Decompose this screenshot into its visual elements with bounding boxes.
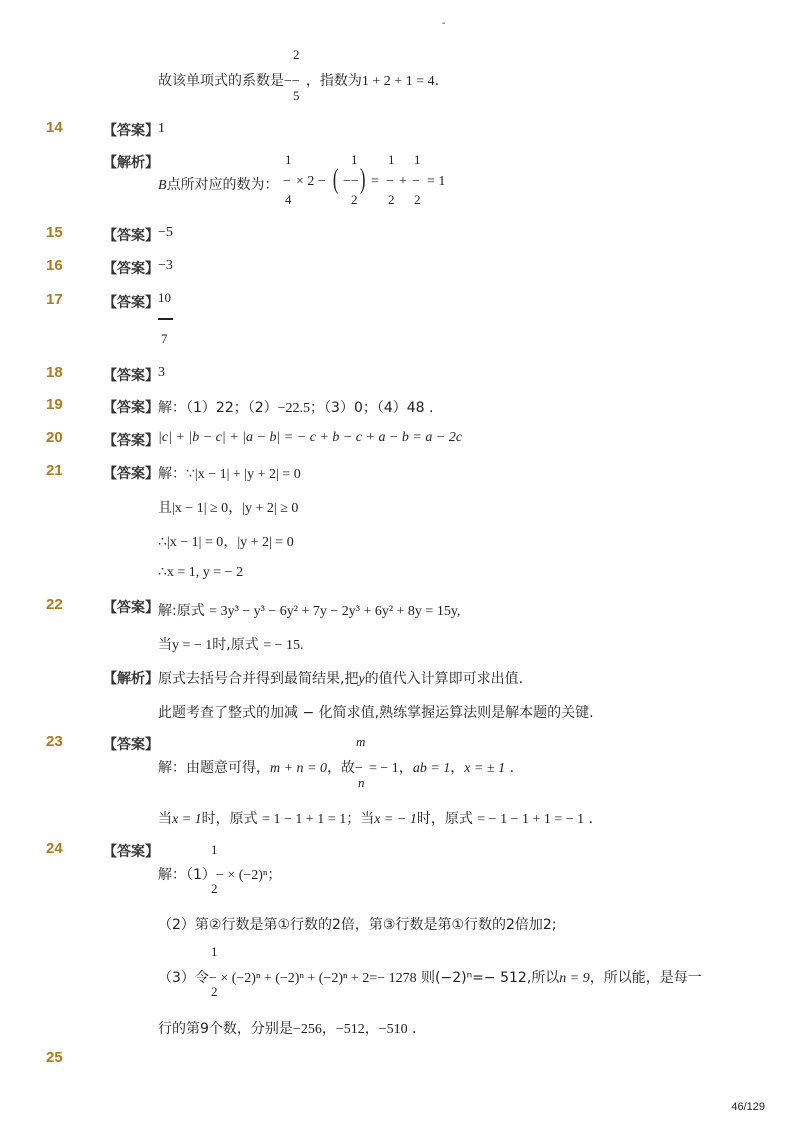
- q22-line2: 当y = − 1时,原式 = − 15.: [158, 637, 304, 653]
- q14-eq: =: [371, 174, 379, 189]
- q22-line1: 解:原式 = 3y³ − y³ − 6y² + 7y − 2y³ + 6y² + 8y = 15y,: [158, 603, 461, 619]
- q21-line2: 且|x − 1| ≥ 0，|y + 2| ≥ 0: [158, 500, 299, 516]
- q17-tag: 【答案】: [103, 295, 159, 311]
- q16-number: 16: [46, 257, 63, 274]
- q17-frac-num: 10: [158, 290, 171, 305]
- q24-f3-den: 2: [211, 984, 218, 999]
- q16-answer: −3: [158, 258, 173, 273]
- q14-analysis-line: [158, 174, 279, 194]
- q20-number: 20: [46, 429, 63, 446]
- q19-tag: 【答案】: [103, 400, 159, 416]
- q19-part1: 解：（1）22；（2）: [158, 400, 278, 416]
- q17-frac-den: 7: [161, 331, 168, 346]
- intro-line: 故该单项式的系数是−− ，指数为1 + 2 + 1 = 4.: [158, 73, 440, 89]
- q16-tag: 【答案】: [103, 261, 159, 277]
- q24-f3-num: 1: [211, 944, 218, 959]
- q23-line1: 解：由题意可得，m + n = 0，故− = − 1，ab = 1，x = ± 1 .: [158, 760, 515, 776]
- q23-tag: 【答案】: [103, 737, 159, 753]
- q18-answer: 3: [158, 365, 165, 380]
- q23-number: 23: [46, 733, 63, 750]
- q15-answer: −5: [158, 225, 173, 240]
- q17-frac-bar: [158, 318, 173, 320]
- q14-point: B: [158, 178, 167, 193]
- q23-frac-den: n: [358, 775, 365, 790]
- q24-f-num: 1: [211, 842, 218, 857]
- q19-part3: ；（3）0；（4）48 .: [310, 400, 434, 416]
- q14-answer-tag: 【答案】: [103, 123, 159, 139]
- q18-number: 18: [46, 364, 63, 381]
- q22-analysis2: 此题考查了整式的加减 − 化简求值,熟练掌握运算法则是解本题的关键.: [158, 705, 594, 721]
- q14-f2-den: 2: [351, 192, 358, 207]
- q14-number: 14: [46, 119, 63, 136]
- q14-times: × 2 −: [296, 174, 326, 189]
- q15-number: 15: [46, 224, 63, 241]
- header-mark: -: [442, 18, 446, 29]
- q20-expr: |c| + |b − c| + |a − b| = − c + b − c + a − b = a − 2c: [158, 430, 463, 445]
- q21-number: 21: [46, 462, 63, 479]
- intro-frac-den: 5: [293, 88, 300, 103]
- q24-line4: 行的第9个数，分别是−256，−512，−510 .: [158, 1021, 417, 1037]
- q24-line1: 解：（1）− × (−2)ⁿ；: [158, 867, 282, 883]
- q15-tag: 【答案】: [103, 228, 159, 244]
- q14-result: = 1: [427, 174, 446, 189]
- q22-number: 22: [46, 596, 63, 613]
- q17-number: 17: [46, 291, 63, 308]
- q14-text: 点所对应的数为：: [166, 177, 279, 193]
- q14-answer: 1: [158, 121, 165, 136]
- q19-part2: −22.5: [277, 401, 311, 416]
- q22-analysis-tag: 【解析】: [103, 671, 159, 687]
- q22-analysis1: 原式去括号合并得到最简结果,把y的值代入计算即可求出值.: [158, 671, 524, 687]
- q14-f2-num: 1: [351, 152, 358, 167]
- q14-analysis-tag: 【解析】: [103, 155, 159, 171]
- q21-line4: ∴x = 1, y = − 2: [158, 565, 244, 580]
- q14-f4-num: 1: [414, 152, 421, 167]
- intro-frac-num: 2: [293, 47, 300, 62]
- q20-tag: 【答案】: [103, 433, 159, 449]
- q21-line3: ∴|x − 1| = 0，|y + 2| = 0: [158, 534, 294, 550]
- intro-text-prefix: 故该单项式的系数是: [158, 73, 284, 89]
- q25-number: 25: [46, 1049, 63, 1066]
- q24-tag: 【答案】: [103, 844, 159, 860]
- intro-end: .: [434, 73, 440, 89]
- q14-f4-den: 2: [414, 192, 421, 207]
- q22-tag: 【答案】: [103, 600, 159, 616]
- page-number: 46/129: [731, 1101, 765, 1113]
- q18-tag: 【答案】: [103, 368, 159, 384]
- q23-line2: 当x = 1时，原式 = 1 − 1 + 1 = 1；当x = − 1时，原式 = − 1 − 1 + 1 = − 1 .: [158, 811, 594, 827]
- q14-plus: +: [399, 174, 407, 189]
- q19-number: 19: [46, 396, 63, 413]
- q19-line: [158, 397, 433, 417]
- q14-f1-num: 1: [285, 152, 292, 167]
- q14-f1-den: 4: [285, 192, 292, 207]
- q23-frac-num: m: [356, 734, 366, 749]
- q14-f3-num: 1: [388, 152, 395, 167]
- q21-line1: 解：∵|x − 1| + |y + 2| = 0: [158, 466, 301, 482]
- intro-text-mid: ，指数为: [305, 73, 362, 89]
- q21-tag: 【答案】: [103, 466, 159, 482]
- q24-line2: （2）第②行数是第①行数的2倍，第③行数是第①行数的2倍加2;: [158, 917, 557, 933]
- intro-expr: 1 + 2 + 1 = 4: [361, 74, 435, 89]
- q24-line3: （3）令− × (−2)ⁿ + (−2)ⁿ + (−2)ⁿ + 2=− 1278 则(−2)ⁿ=− 512,所以n = 9，所以能，是每一: [158, 970, 702, 986]
- q24-f-den: 2: [211, 881, 218, 896]
- q14-f3-den: 2: [388, 192, 395, 207]
- q24-number: 24: [46, 840, 63, 857]
